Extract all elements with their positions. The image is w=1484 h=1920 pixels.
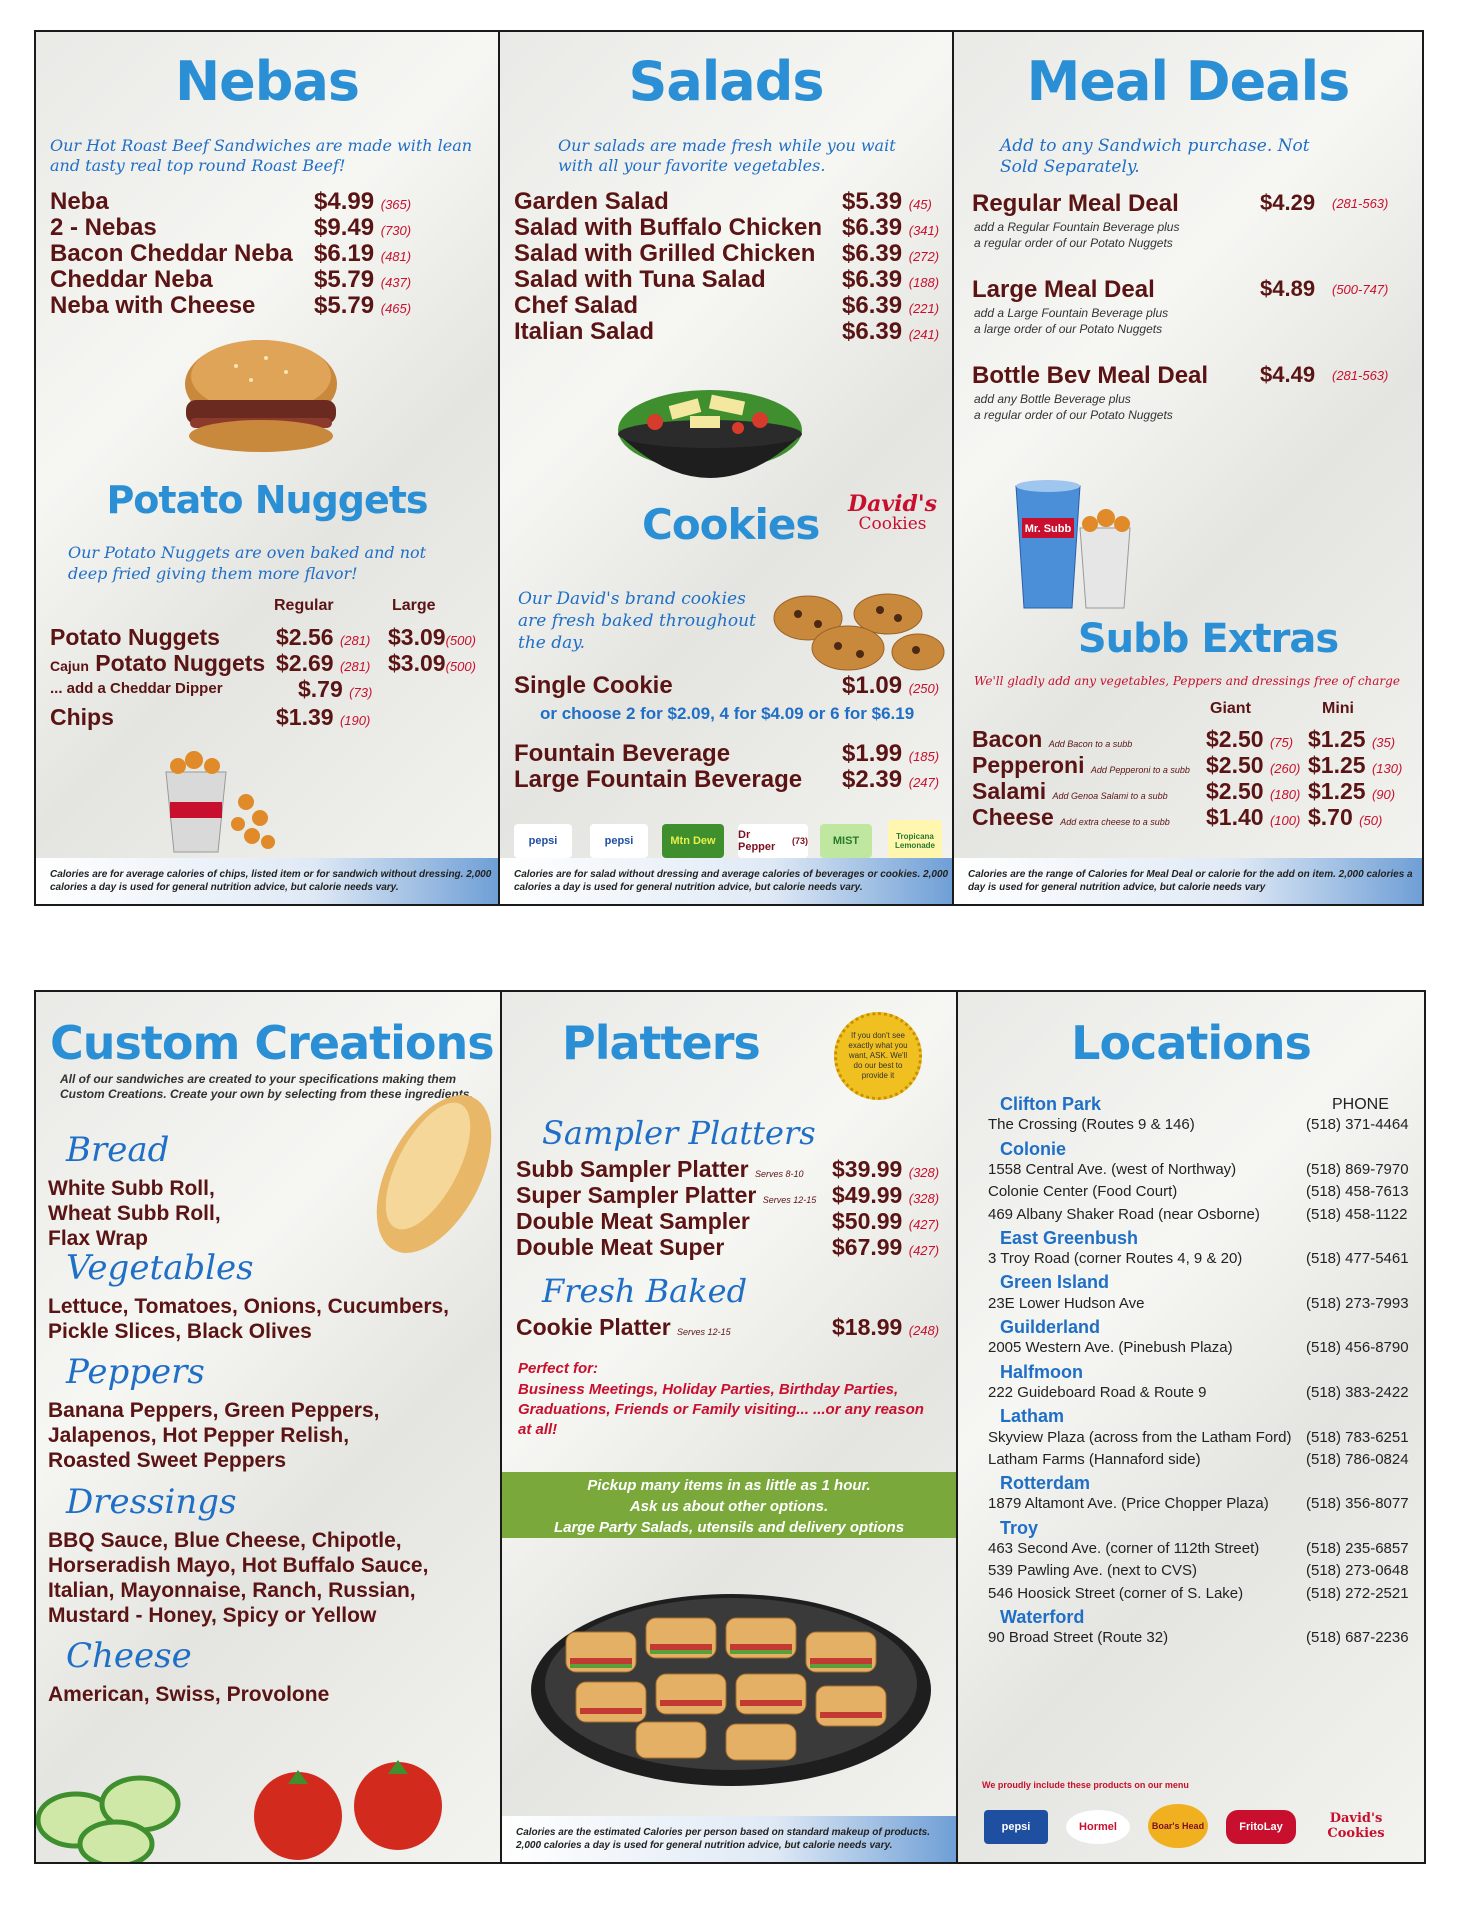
mtn-dew-logo: Mtn Dew xyxy=(662,824,724,858)
location-phone: (518) 356-8077 xyxy=(1306,1495,1409,1513)
meal-deal-description-1: add a Large Fountain Beverage plus xyxy=(974,306,1169,320)
platter-item-price xyxy=(832,1208,939,1235)
cookies-image xyxy=(768,588,948,678)
single-cookie-price: $1.09 (250) xyxy=(842,672,940,699)
location-address: 539 Pawling Ave. (next to CVS) xyxy=(988,1562,1198,1580)
salad-item-price xyxy=(842,292,939,320)
mini-price-value: $1.25 xyxy=(1308,778,1366,804)
location-phone: (518) 477-5461 xyxy=(1306,1250,1409,1268)
platter-serves: Serves 8-10 xyxy=(755,1169,804,1179)
salad-calories: (241) xyxy=(908,327,940,342)
platter-item-row xyxy=(516,1234,724,1261)
davids-cookies-brand-logo: David's Cookies xyxy=(1327,1811,1385,1841)
nebas-title: Nebas xyxy=(174,50,360,113)
location-city-name: East Greenbush xyxy=(1000,1227,1139,1248)
location-city-name: Guilderland xyxy=(1000,1317,1101,1337)
column-giant: Giant xyxy=(1210,700,1251,717)
platter-calories: (328) xyxy=(908,1165,940,1180)
platter-serves: Serves 12-15 xyxy=(762,1195,817,1205)
location-city-name: Halfmoon xyxy=(1000,1361,1083,1382)
subb-extra-row xyxy=(972,752,1190,779)
salad-item-name: Salad with Tuna Salad xyxy=(514,266,766,293)
subb-extra-mini-price xyxy=(1308,752,1402,779)
giant-calories: (100) xyxy=(1269,813,1301,828)
subb-extra-giant-price xyxy=(1206,752,1300,779)
subb-extra-row xyxy=(972,778,1168,805)
platter-item-name: Double Meat Sampler xyxy=(516,1208,750,1234)
meal-deal-description-2: a regular order of our Potato Nuggets xyxy=(974,236,1173,250)
neba-item-name: Neba with Cheese xyxy=(50,292,256,319)
platter-calories: (328) xyxy=(908,1191,940,1206)
large-fountain-beverage-price: $2.39 (247) xyxy=(842,766,940,793)
phone-column-label: PHONE xyxy=(1332,1096,1389,1113)
neba-price-value: $4.99 xyxy=(314,188,375,215)
davids-brand-name: David's xyxy=(848,491,937,517)
meal-deal-description-1: add a Regular Fountain Beverage plus xyxy=(974,220,1180,234)
neba-price-value: $6.19 xyxy=(314,240,375,267)
subb-extra-giant-price xyxy=(1206,804,1300,831)
salad-calories: (188) xyxy=(908,275,940,290)
location-phone: (518) 458-1122 xyxy=(1306,1205,1408,1223)
salad-item-name: Garden Salad xyxy=(514,188,669,215)
salads-intro: Our salads are made fresh while you wait with all your favorite vegetables. xyxy=(558,136,896,175)
cup-label: Mr. Subb xyxy=(1024,523,1072,535)
location-city-name: Clifton Park xyxy=(1000,1094,1102,1114)
platters-footer-note: Calories are the estimated Calories per person based on standard makeup of products. 2,000 calories a day is used for general nutrition advice, but calorie needs vary. xyxy=(502,1816,956,1862)
platter-item-price xyxy=(832,1182,939,1209)
location-phone: (518) 687-2236 xyxy=(1306,1629,1409,1647)
subb-extra-name: Bacon xyxy=(972,726,1043,752)
giant-price-value: $2.50 xyxy=(1206,726,1264,752)
peppers-options: Banana Peppers, Green Peppers, Jalapenos, Hot Pepper Relish, Roasted Sweet Peppers xyxy=(48,1399,380,1472)
salad-calories: (221) xyxy=(908,301,940,316)
platter-calories: (427) xyxy=(908,1243,940,1258)
location-address: 1879 Altamont Ave. (Price Chopper Plaza) xyxy=(988,1495,1269,1513)
subb-extra-row xyxy=(972,726,1132,753)
meal-deals-title: Meal Deals xyxy=(1026,50,1350,113)
salad-price-value: $5.39 xyxy=(842,188,903,215)
potato-nuggets-cup-image xyxy=(156,732,286,862)
location-address: 1558 Central Ave. (west of Northway) xyxy=(988,1160,1237,1178)
giant-calories: (260) xyxy=(1269,761,1301,776)
bread-heading: Bread xyxy=(66,1130,170,1170)
location-city-name: Troy xyxy=(1000,1517,1039,1538)
subb-extra-giant-price xyxy=(1206,726,1293,753)
giant-price-value: $2.50 xyxy=(1206,752,1264,778)
custom-creations-intro: All of our sandwiches are created to your specifications making them Custom Creations. Create your own by selecting from these ingredients. xyxy=(60,1072,473,1101)
giant-calories: (180) xyxy=(1269,787,1301,802)
chips-row: Chips xyxy=(50,704,114,730)
subb-roll-image xyxy=(354,1084,502,1264)
platter-item-row xyxy=(516,1182,816,1209)
boars-head-brand-logo: Boar's Head xyxy=(1148,1804,1208,1848)
salad-price-value: $6.39 xyxy=(842,240,903,267)
column-regular: Regular xyxy=(274,597,334,614)
location-address: 23E Lower Hudson Ave xyxy=(988,1294,1145,1312)
salad-price-value: $6.39 xyxy=(842,292,903,319)
location-phone: (518) 273-0648 xyxy=(1306,1562,1409,1580)
mini-price-value: $1.25 xyxy=(1308,752,1366,778)
mini-calories: (35) xyxy=(1371,735,1396,750)
neba-price-value: $9.49 xyxy=(314,214,375,241)
cheddar-dipper-row: ... add a Cheddar Dipper xyxy=(50,680,223,697)
meal-deal-name: Large Meal Deal xyxy=(972,276,1155,303)
location-phone: (518) 383-2422 xyxy=(1306,1383,1409,1401)
meal-deals-intro: Add to any Sandwich purchase. Not Sold Separately. xyxy=(1000,136,1310,177)
neba-item-price xyxy=(314,188,411,216)
platter-item-name: Double Meat Super xyxy=(516,1234,725,1260)
meal-deal-name: Bottle Bev Meal Deal xyxy=(972,362,1209,389)
location-address: 3 Troy Road (corner Routes 4, 9 & 20) xyxy=(988,1250,1243,1268)
meal-deals-panel xyxy=(952,30,1424,906)
subb-extra-name: Pepperoni xyxy=(972,752,1085,778)
location-city-name: Rotterdam xyxy=(1000,1473,1091,1494)
salads-title: Salads xyxy=(628,50,824,113)
platter-item-row xyxy=(516,1208,750,1235)
cookies-intro: Our David's brand cookies are fresh baked throughout the day. xyxy=(518,589,756,653)
platter-price-value: $49.99 xyxy=(832,1182,903,1208)
fountain-beverage-price: $1.99 (185) xyxy=(842,740,940,767)
mini-calories: (130) xyxy=(1371,761,1403,776)
salad-price-value: $6.39 xyxy=(842,318,903,345)
meal-deal-description-2: a regular order of our Potato Nuggets xyxy=(974,408,1173,422)
salads-panel xyxy=(498,30,954,906)
meal-deal-name: Regular Meal Deal xyxy=(972,190,1179,217)
pickup-banner xyxy=(502,1472,956,1538)
subb-extra-note: Add extra cheese to a subb xyxy=(1060,817,1170,827)
ask-badge xyxy=(834,1012,922,1100)
platter-item-row xyxy=(516,1156,804,1183)
platter-price-value: $50.99 xyxy=(832,1208,903,1234)
location-phone: (518) 786-0824 xyxy=(1306,1450,1409,1468)
salad-calories: (341) xyxy=(908,223,940,238)
location-phone: (518) 456-8790 xyxy=(1306,1339,1409,1357)
cookies-title: Cookies xyxy=(642,500,820,549)
location-address: 546 Hoosick Street (corner of S. Lake) xyxy=(988,1584,1244,1602)
subb-extra-mini-price xyxy=(1308,726,1395,753)
ask-badge-text: If you don't see exactly what you want, ASK. We'll do our best to provide it xyxy=(848,1031,908,1080)
subb-extra-mini-price xyxy=(1308,778,1395,805)
cookie-choose-offer: or choose 2 for $2.09, 4 for $4.09 or 6 for $6.19 xyxy=(540,704,915,723)
neba-calories: (730) xyxy=(380,223,412,238)
nebas-intro: Our Hot Roast Beef Sandwiches are made with lean and tasty real top round Roast Beef! xyxy=(50,136,473,175)
giant-price-value: $2.50 xyxy=(1206,778,1264,804)
location-phone: (518) 869-7970 xyxy=(1306,1160,1409,1178)
platter-item-name: Subb Sampler Platter xyxy=(516,1156,749,1182)
column-large: Large xyxy=(392,597,436,614)
neba-calories: (437) xyxy=(380,275,412,290)
mist-logo: MIST xyxy=(820,824,872,858)
potato-nuggets-title: Potato Nuggets xyxy=(106,478,428,522)
peppers-heading: Peppers xyxy=(66,1352,205,1392)
salad-calories: (272) xyxy=(908,249,940,264)
roast-beef-sandwich-image xyxy=(176,332,346,462)
davids-brand-sub: Cookies xyxy=(858,514,927,534)
proudly-include-note: We proudly include these products on our menu xyxy=(982,1780,1189,1790)
vegetables-heading: Vegetables xyxy=(66,1248,254,1288)
meal-deal-cup-nuggets-image xyxy=(1010,468,1150,618)
cheddar-dipper-price: $.79 (73) xyxy=(298,676,373,702)
cajun-nuggets-regular-price: $2.69 (281) xyxy=(276,650,371,676)
salad-price-value: $6.39 xyxy=(842,214,903,241)
perfect-for-list: Business Meetings, Holiday Parties, Birthday Parties, Graduations, Friends or Family visiting... ...or any reason at all! xyxy=(518,1381,924,1438)
location-phone: (518) 458-7613 xyxy=(1306,1183,1409,1201)
subb-extras-intro: We'll gladly add any vegetables, Peppers and dressings free of charge xyxy=(974,674,1400,688)
custom-creations-title: Custom Creations xyxy=(50,1016,494,1070)
location-phone: (518) 783-6251 xyxy=(1306,1428,1409,1446)
subb-extra-note: Add Pepperoni to a subb xyxy=(1090,765,1190,775)
salad-item-name: Salad with Buffalo Chicken xyxy=(514,214,823,241)
salad-calories: (45) xyxy=(908,197,932,212)
fritolay-brand-logo: FritoLay xyxy=(1226,1810,1296,1844)
dressings-heading: Dressings xyxy=(66,1482,237,1522)
potato-nuggets-regular-price: $2.56 (281) xyxy=(276,624,371,650)
hormel-brand-logo: Hormel xyxy=(1066,1810,1130,1844)
location-address: Skyview Plaza (across from the Latham Ford) xyxy=(988,1428,1292,1446)
subb-extra-row xyxy=(972,804,1170,831)
subb-extra-mini-price xyxy=(1308,804,1382,831)
salad-price-value: $6.39 xyxy=(842,266,903,293)
dressings-options: BBQ Sauce, Blue Cheese, Chipotle, Horseradish Mayo, Hot Buffalo Sauce, Italian, Mayonnaise, Ranch, Russian, Mustard - Honey, Spicy or Yellow xyxy=(48,1529,429,1627)
neba-item-price xyxy=(314,292,411,320)
salad-item-price xyxy=(842,214,939,242)
neba-item-name: 2 - Nebas xyxy=(50,214,157,241)
potato-nuggets-intro: Our Potato Nuggets are oven baked and not deep fried giving them more flavor! xyxy=(68,543,427,583)
giant-calories: (75) xyxy=(1269,735,1294,750)
perfect-for-label: Perfect for: xyxy=(518,1360,599,1377)
mini-calories: (50) xyxy=(1359,813,1383,828)
fresh-baked-heading: Fresh Baked xyxy=(542,1272,748,1310)
chips-price: $1.39 (190) xyxy=(276,704,371,730)
platter-price-value: $67.99 xyxy=(832,1234,903,1260)
cucumber-tomato-image xyxy=(36,1740,502,1864)
platters-panel xyxy=(500,990,958,1864)
subb-extra-name: Salami xyxy=(972,778,1047,804)
cajun-nuggets-row: Cajun Potato Nuggets xyxy=(50,650,266,676)
neba-item-price xyxy=(314,240,411,268)
dr-pepper-logo: Dr Pepper (73) xyxy=(738,824,808,858)
location-address: 463 Second Ave. (corner of 112th Street) xyxy=(988,1540,1260,1557)
mini-calories: (90) xyxy=(1371,787,1396,802)
subb-extra-note: Add Genoa Salami to a subb xyxy=(1052,791,1168,801)
neba-calories: (365) xyxy=(380,197,412,212)
vegetables-options: Lettuce, Tomatoes, Onions, Cucumbers, Pickle Slices, Black Olives xyxy=(48,1295,450,1343)
neba-item-name: Cheddar Neba xyxy=(50,266,213,293)
sampler-platters-heading: Sampler Platters xyxy=(542,1114,816,1152)
nebas-footer-note: Calories are for average calories of chips, listed item or for sandwich without dressing. 2,000 calories a day is used for general nutrition advice, but calorie needs vary. xyxy=(36,858,498,904)
meal-deal-calories: (281-563) xyxy=(1332,368,1389,383)
pepsi-logo: pepsi xyxy=(514,824,572,858)
pickup-banner-line-3: Large Party Salads, utensils and delivery options xyxy=(553,1519,905,1536)
potato-nuggets-large-price: $3.09(500) xyxy=(388,624,476,650)
cajun-nuggets-large-price: $3.09(500) xyxy=(388,650,476,676)
platters-title: Platters xyxy=(562,1016,760,1070)
location-address: Colonie Center (Food Court) xyxy=(988,1183,1178,1201)
subb-extra-giant-price xyxy=(1206,778,1300,805)
location-address: The Crossing (Routes 9 & 146) xyxy=(988,1116,1195,1134)
salad-item-name: Italian Salad xyxy=(514,318,655,345)
sandwich-platter-image xyxy=(526,1562,936,1792)
platter-item-name: Super Sampler Platter xyxy=(516,1182,757,1208)
platter-price-value: $39.99 xyxy=(832,1156,903,1182)
subb-extra-name: Cheese xyxy=(972,804,1054,830)
platter-calories: (427) xyxy=(908,1217,940,1232)
diet-pepsi-logo: pepsi xyxy=(590,824,648,858)
salad-bowl-image xyxy=(610,372,810,502)
location-city-name: Latham xyxy=(1000,1406,1065,1427)
salad-item-name: Chef Salad xyxy=(514,292,639,319)
mini-price-value: $.70 xyxy=(1308,804,1353,830)
single-cookie-row: Single Cookie xyxy=(514,672,673,699)
tropicana-lemonade-logo: Tropicana Lemonade xyxy=(888,820,942,862)
cheese-heading: Cheese xyxy=(66,1636,192,1676)
giant-price-value: $1.40 xyxy=(1206,804,1264,830)
meal-deal-price: $4.49 xyxy=(1260,362,1316,387)
cookie-platter-price: $18.99 (248) xyxy=(832,1314,940,1340)
salad-item-name: Salad with Grilled Chicken xyxy=(514,240,816,267)
pickup-banner-line-2: Ask us about other options. xyxy=(629,1498,829,1515)
column-mini: Mini xyxy=(1322,700,1354,717)
fountain-beverage-row: Fountain Beverage xyxy=(514,740,731,767)
meal-deal-price: $4.29 xyxy=(1260,190,1316,215)
neba-item-name: Neba xyxy=(50,188,109,215)
platter-item-price xyxy=(832,1156,939,1183)
pickup-banner-line-1: Pickup many items in as little as 1 hour. xyxy=(587,1477,871,1494)
location-city-name: Waterford xyxy=(1000,1606,1085,1627)
cookie-platter-row: Cookie Platter Serves 12-15 xyxy=(516,1314,731,1340)
neba-price-value: $5.79 xyxy=(314,266,375,293)
location-address: 2005 Western Ave. (Pinebush Plaza) xyxy=(988,1339,1233,1357)
locations-panel xyxy=(956,990,1426,1864)
bread-options: White Subb Roll, Wheat Subb Roll, Flax Wrap xyxy=(48,1177,221,1250)
large-fountain-beverage-row: Large Fountain Beverage xyxy=(514,766,803,793)
location-phone: (518) 235-6857 xyxy=(1306,1540,1409,1557)
subb-extras-title: Subb Extras xyxy=(1077,616,1339,662)
neba-calories: (481) xyxy=(380,249,412,264)
potato-nuggets-row: Potato Nuggets xyxy=(50,624,220,650)
neba-item-name: Bacon Cheddar Neba xyxy=(50,240,293,267)
custom-creations-panel xyxy=(34,990,502,1864)
salad-item-price xyxy=(842,188,932,216)
meal-deals-footer-note: Calories are the range of Calories for Meal Deal or calorie for the add on item. 2,000 calories a day is used for general nutrition advice, but calorie needs vary xyxy=(954,858,1422,904)
locations-title: Locations xyxy=(1071,1016,1311,1070)
meal-deal-description-2: a large order of our Potato Nuggets xyxy=(974,322,1163,336)
location-address: 222 Guideboard Road & Route 9 xyxy=(988,1383,1207,1401)
dr-pepper-calories: (73) xyxy=(791,836,808,846)
neba-price-value: $5.79 xyxy=(314,292,375,319)
nebas-panel xyxy=(34,30,500,906)
location-address: 90 Broad Street (Route 32) xyxy=(988,1629,1169,1647)
salad-item-price xyxy=(842,318,939,346)
salad-item-price xyxy=(842,266,939,294)
location-phone: (518) 371-4464 xyxy=(1306,1116,1409,1134)
mini-price-value: $1.25 xyxy=(1308,726,1366,752)
location-city-name: Green Island xyxy=(1000,1272,1110,1293)
neba-calories: (465) xyxy=(380,301,412,316)
location-address: Latham Farms (Hannaford side) xyxy=(988,1450,1201,1468)
location-phone: (518) 272-2521 xyxy=(1306,1584,1409,1602)
davids-cookies-logo xyxy=(848,491,937,534)
location-address: 469 Albany Shaker Road (near Osborne) xyxy=(988,1205,1260,1223)
subb-extra-note: Add Bacon to a subb xyxy=(1048,739,1133,749)
cheese-options: American, Swiss, Provolone xyxy=(48,1683,330,1706)
salads-footer-note: Calories are for salad without dressing and average calories of beverages or cookies. 2,000 calories a day is used for general nutrition advice, but calorie needs vary. xyxy=(500,858,952,904)
meal-deal-price: $4.89 xyxy=(1260,276,1316,301)
location-phone: (518) 273-7993 xyxy=(1306,1294,1409,1312)
location-city-name: Colonie xyxy=(1000,1138,1066,1159)
salad-item-price xyxy=(842,240,939,268)
pepsi-brand-logo: pepsi xyxy=(984,1810,1048,1844)
platter-item-price xyxy=(832,1234,939,1261)
neba-item-price xyxy=(314,266,411,294)
meal-deal-description-1: add any Bottle Beverage plus xyxy=(974,392,1131,406)
meal-deal-calories: (281-563) xyxy=(1332,196,1389,211)
meal-deal-calories: (500-747) xyxy=(1332,282,1389,297)
neba-item-price xyxy=(314,214,411,242)
